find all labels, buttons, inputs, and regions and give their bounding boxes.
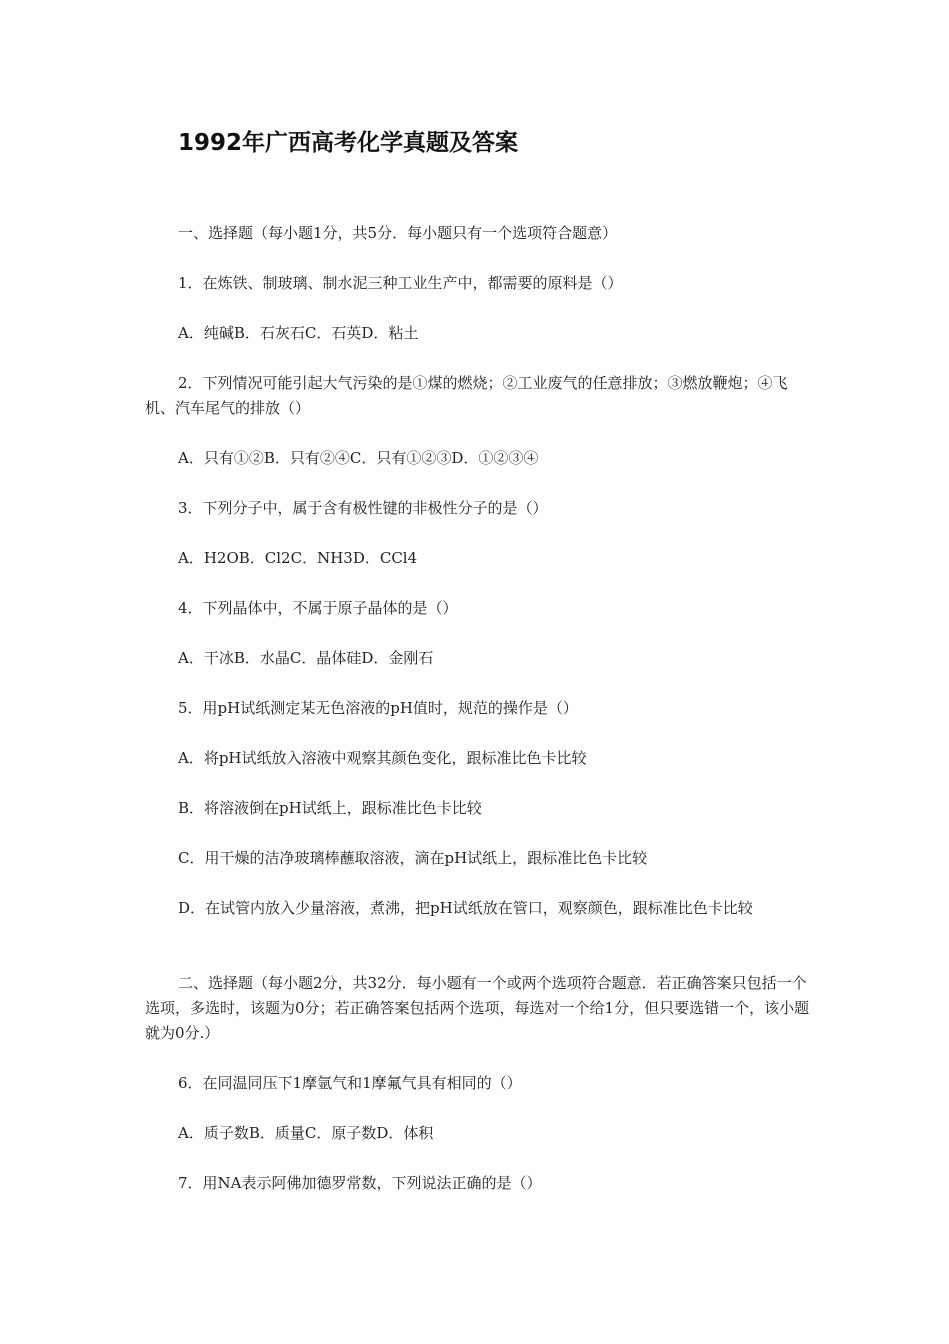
answer-option: B．将溶液倒在pH试纸上，跟标准比色卡比较 [178,799,482,817]
question-text: 7．用NA表示阿佛加德罗常数，下列说法正确的是（） [178,1174,542,1192]
answer-option: D．在试管内放入少量溶液，煮沸，把pH试纸放在管口，观察颜色，跟标准比色卡比较 [178,899,753,917]
answer-option: C．用干燥的洁净玻璃棒蘸取溶液，滴在pH试纸上，跟标准比色卡比较 [178,849,648,867]
document-title: 1992年广西高考化学真题及答案 [178,130,519,156]
section-heading: 一、选择题（每小题1分，共5分．每小题只有一个选项符合题意） [178,224,618,242]
answer-option: A．将pH试纸放入溶液中观察其颜色变化，跟标准比色卡比较 [178,749,587,767]
answer-options: A．质子数B．质量C．原子数D．体积 [178,1124,434,1142]
section-heading: 二、选择题（每小题2分，共32分．每小题有一个或两个选项符合题意．若正确答案只包括一个选项，多选时，该题为0分；若正确答案包括两个选项，每选对一个给1分，但只要选错一个，该小题就为0分.） [145,974,810,1042]
answer-options: A．纯碱B．石灰石C．石英D．粘土 [178,324,419,342]
answer-options: A．只有①②B．只有②④C．只有①②③D．①②③④ [178,449,539,467]
question-text: 1．在炼铁、制玻璃、制水泥三种工业生产中，都需要的原料是（） [178,274,623,292]
question-text: 3．下列分子中，属于含有极性键的非极性分子的是（） [178,499,548,517]
question-text: 2．下列情况可能引起大气污染的是①煤的燃烧；②工业废气的任意排放；③燃放鞭炮；④飞机、汽车尾气的排放（） [145,374,788,417]
answer-options: A．干冰B．水晶C．晶体硅D．金刚石 [178,649,434,667]
question-text: 4．下列晶体中，不属于原子晶体的是（） [178,599,458,617]
question-text: 5．用pH试纸测定某无色溶液的pH值时，规范的操作是（） [178,699,578,717]
answer-options: A．H2OB．Cl2C．NH3D．CCl4 [178,549,418,567]
question-text: 6．在同温同压下1摩氩气和1摩氟气具有相同的（） [178,1074,522,1092]
